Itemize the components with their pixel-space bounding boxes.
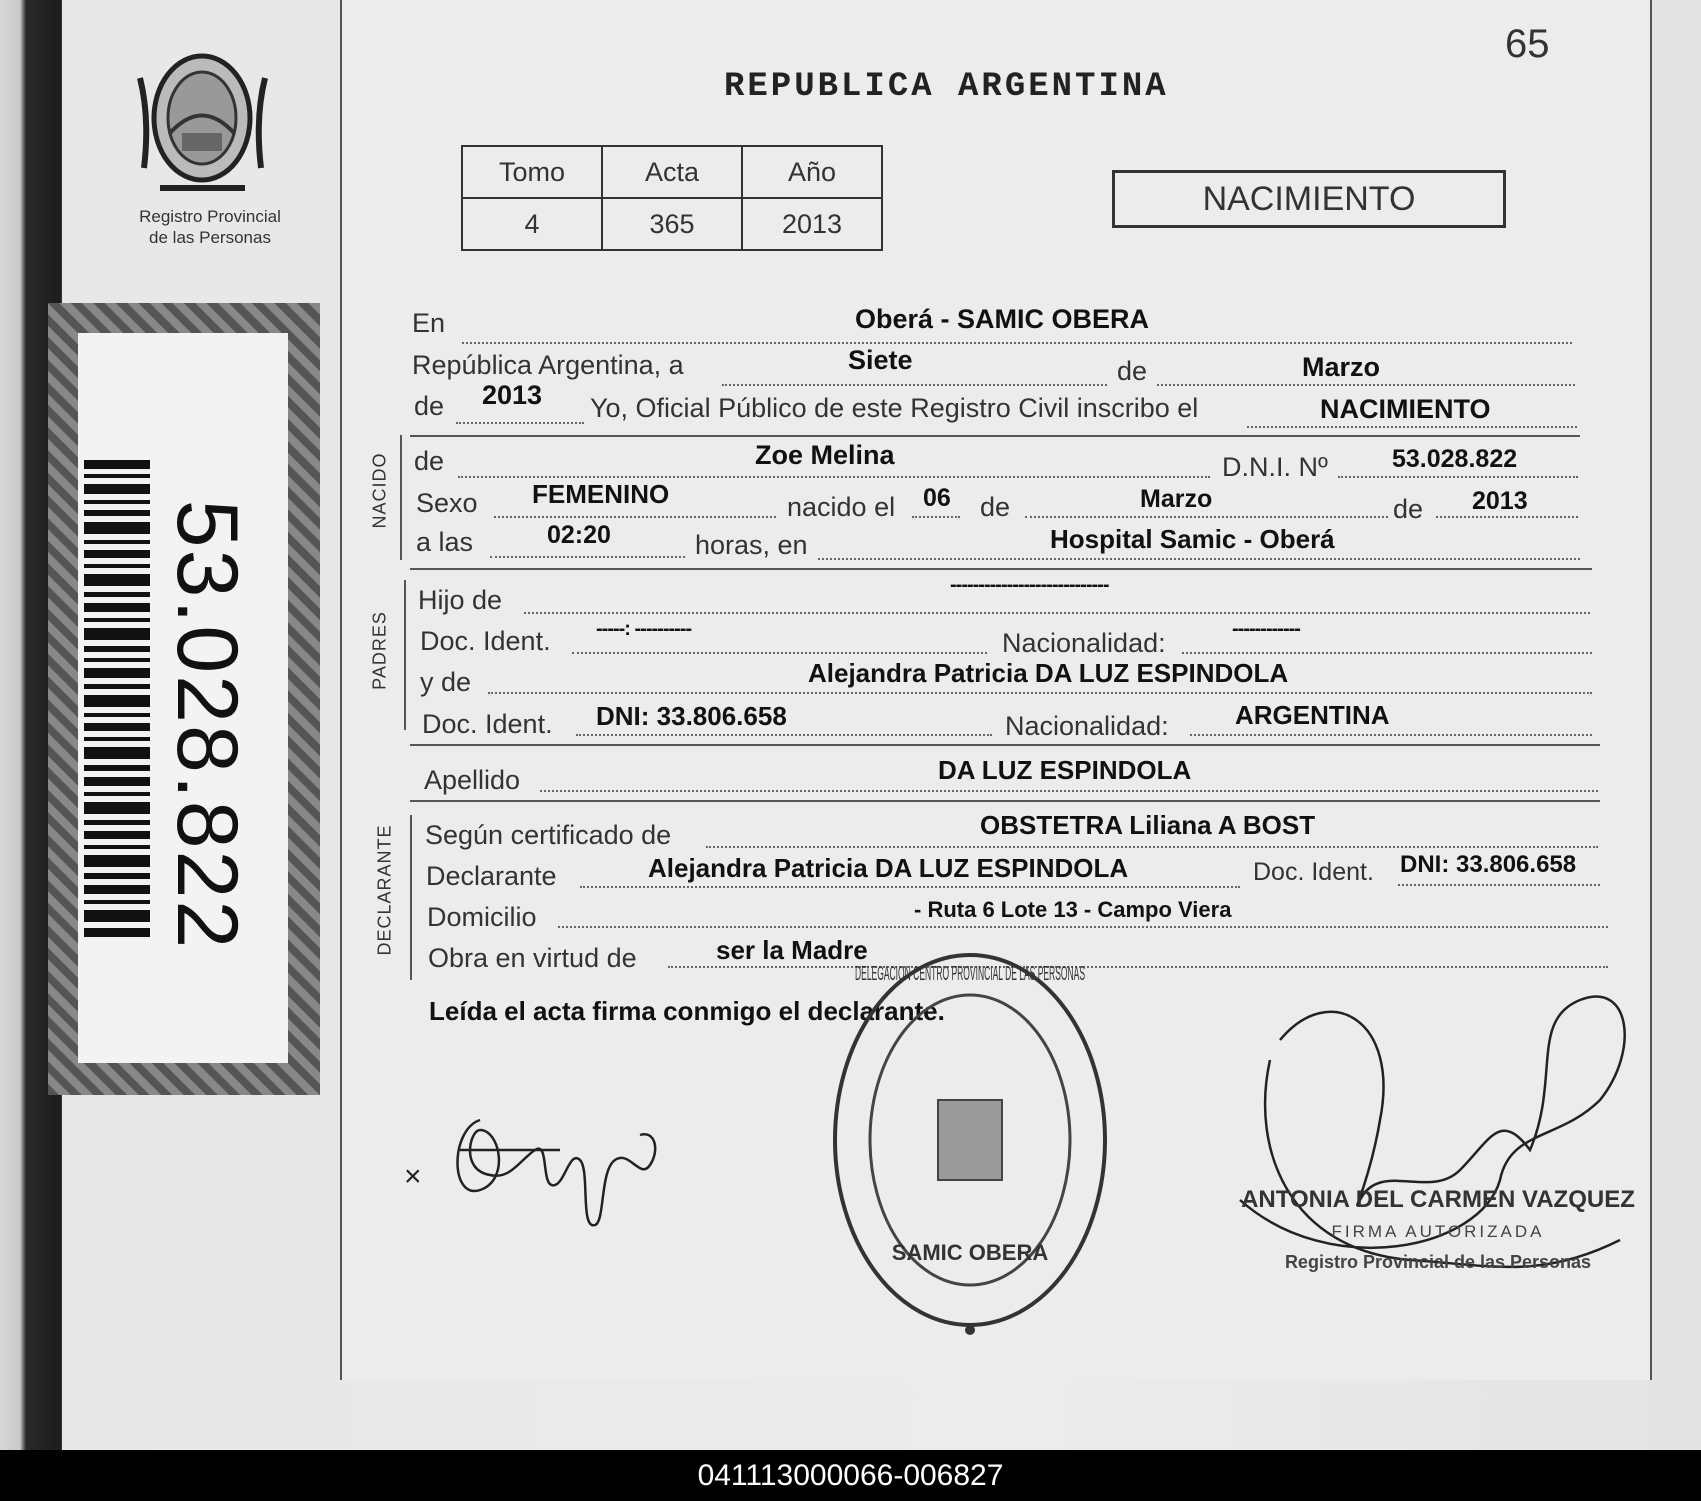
nacido-el-label: nacido el [787, 492, 896, 522]
dotted-line [1157, 384, 1575, 386]
apellido-value: DA LUZ ESPINDOLA [938, 755, 1192, 785]
de-label: de [1117, 356, 1148, 386]
father-nationality-value: ------------ [1232, 618, 1300, 640]
barcode-number: 53.028.822 [159, 499, 255, 951]
dotted-line [706, 846, 1598, 848]
day-value: Siete [848, 345, 913, 375]
official-organization: Registro Provincial de las Personas [1284, 1252, 1592, 1272]
dotted-line [576, 734, 992, 736]
official-name: ANTONIA DEL CARMEN VAZQUEZ [1241, 1186, 1635, 1213]
birth-place-value: Hospital Samic - Oberá [1050, 524, 1335, 554]
birth-time-value: 02:20 [547, 521, 611, 549]
address-value: - Ruta 6 Lote 13 - Campo Viera [914, 897, 1232, 922]
name-de-label: de [414, 446, 445, 476]
declarant-name-value: Alejandra Patricia DA LUZ ESPINDOLA [648, 853, 1129, 883]
dotted-line [458, 476, 1210, 478]
dotted-line [1190, 734, 1592, 736]
mother-doc-value: DNI: 33.806.658 [596, 701, 787, 731]
mother-doc-label: Doc. Ident. [422, 709, 553, 739]
declarant-doc-label: Doc. Ident. [1253, 858, 1374, 886]
declarante-label: Declarante [426, 861, 557, 891]
dotted-line [1025, 516, 1388, 518]
dotted-line [1398, 884, 1600, 886]
stamp-ring-text: DELEGACION CENTRO PROVINCIAL DE LAS PERSONAS [855, 963, 1085, 985]
dotted-line [572, 652, 987, 654]
dotted-line [580, 886, 1240, 888]
child-dni-value: 53.028.822 [1392, 445, 1518, 473]
declarante-side-label: DECLARANTE [374, 824, 395, 956]
country-title: REPUBLICA ARGENTINA [724, 68, 1169, 106]
dotted-line [558, 926, 1608, 928]
relationship-value: ser la Madre [716, 935, 868, 965]
alas-label: a las [416, 527, 474, 557]
dotted-line [1247, 426, 1577, 428]
registry-caption-line2: de las Personas [149, 228, 271, 247]
yo-text: Yo, Oficial Público de este Registro Civil inscribo el [590, 393, 1199, 423]
dotted-line [1338, 476, 1578, 478]
dotted-line [456, 422, 584, 424]
section-bar [404, 580, 406, 730]
registry-table [461, 145, 883, 251]
year-de-label: de [414, 391, 445, 421]
domicilio-label: Domicilio [427, 902, 537, 932]
birth-day-value: 06 [923, 484, 951, 512]
registry-caption [110, 206, 310, 248]
father-value: ---------------------------- [950, 574, 1109, 596]
section-bar [410, 815, 412, 980]
closing-text: Leída el acta firma conmigo el declarante. [429, 996, 945, 1026]
section-divider [410, 800, 1600, 802]
act-type-box: NACIMIENTO [1112, 170, 1506, 228]
dotted-line [494, 516, 776, 518]
birth-month-value: Marzo [1140, 485, 1213, 513]
birth-year-de-label: de [1393, 494, 1424, 524]
obra-label: Obra en virtud de [428, 943, 637, 973]
acta-header: Acta [602, 146, 742, 198]
nacido-side-label: NACIDO [369, 452, 390, 529]
dotted-line [490, 556, 685, 558]
section-divider [410, 744, 1600, 746]
stamp-inner-text: SAMIC OBERA [891, 1240, 1049, 1265]
signature-mark: × [404, 1160, 422, 1193]
month-value: Marzo [1302, 352, 1381, 382]
declarant-doc-value: DNI: 33.806.658 [1400, 851, 1577, 878]
sexo-value: FEMENINO [532, 479, 670, 509]
horas-label: horas, en [695, 530, 808, 560]
certifier-value: OBSTETRA Liliana A BOST [980, 810, 1316, 840]
dotted-line [462, 342, 1572, 344]
mother-nationality-label: Nacionalidad: [1005, 711, 1169, 741]
father-doc-value: -----: ---------- [596, 618, 692, 640]
ano-header: Año [742, 146, 882, 198]
official-signature [1230, 960, 1650, 1340]
year-value: 2013 [482, 380, 543, 410]
dotted-line [524, 612, 1590, 614]
section-bar [400, 435, 402, 560]
declarant-signature [440, 1090, 680, 1230]
dotted-line [1436, 516, 1578, 518]
official-role: FIRMA AUTORIZADA [1331, 1222, 1545, 1241]
dotted-line [488, 692, 1592, 694]
en-label: En [412, 308, 446, 338]
section-divider [410, 435, 1580, 437]
hijo-label: Hijo de [418, 585, 503, 615]
place-value: Oberá - SAMIC OBERA [855, 304, 1150, 334]
section-divider [410, 568, 1592, 570]
sexo-label: Sexo [416, 488, 478, 518]
dotted-line [912, 516, 960, 518]
mother-yde-label: y de [420, 667, 472, 697]
apellido-label: Apellido [424, 765, 521, 795]
act-value: NACIMIENTO [1320, 394, 1491, 424]
acta-value: 365 [602, 198, 742, 250]
birth-year-value: 2013 [1472, 487, 1528, 515]
dotted-line [540, 790, 1598, 792]
padres-side-label: PADRES [369, 611, 390, 690]
birth-de-label: de [980, 492, 1011, 522]
page-number: 65 [1505, 22, 1550, 66]
dotted-line [1182, 652, 1592, 654]
mother-nationality-value: ARGENTINA [1235, 700, 1390, 730]
registry-caption-line1: Registro Provincial [139, 207, 281, 226]
mother-name-value: Alejandra Patricia DA LUZ ESPINDOLA [808, 658, 1289, 688]
father-doc-label: Doc. Ident. [420, 626, 551, 656]
segun-label: Según certificado de [425, 820, 672, 850]
dotted-line [722, 384, 1107, 386]
official-stamp [820, 940, 1120, 1340]
dni-label: D.N.I. Nº [1222, 452, 1328, 482]
father-nationality-label: Nacionalidad: [1002, 628, 1166, 658]
ano-value: 2013 [742, 198, 882, 250]
tomo-value: 4 [462, 198, 602, 250]
republica-label: República Argentina, a [412, 350, 684, 380]
tomo-header: Tomo [462, 146, 602, 198]
child-name-value: Zoe Melina [755, 440, 895, 470]
province-coat-of-arms [130, 38, 275, 198]
dotted-line [818, 558, 1580, 560]
footer-code: 041113000066-006827 [0, 1450, 1701, 1501]
barcode-icon [84, 460, 150, 940]
